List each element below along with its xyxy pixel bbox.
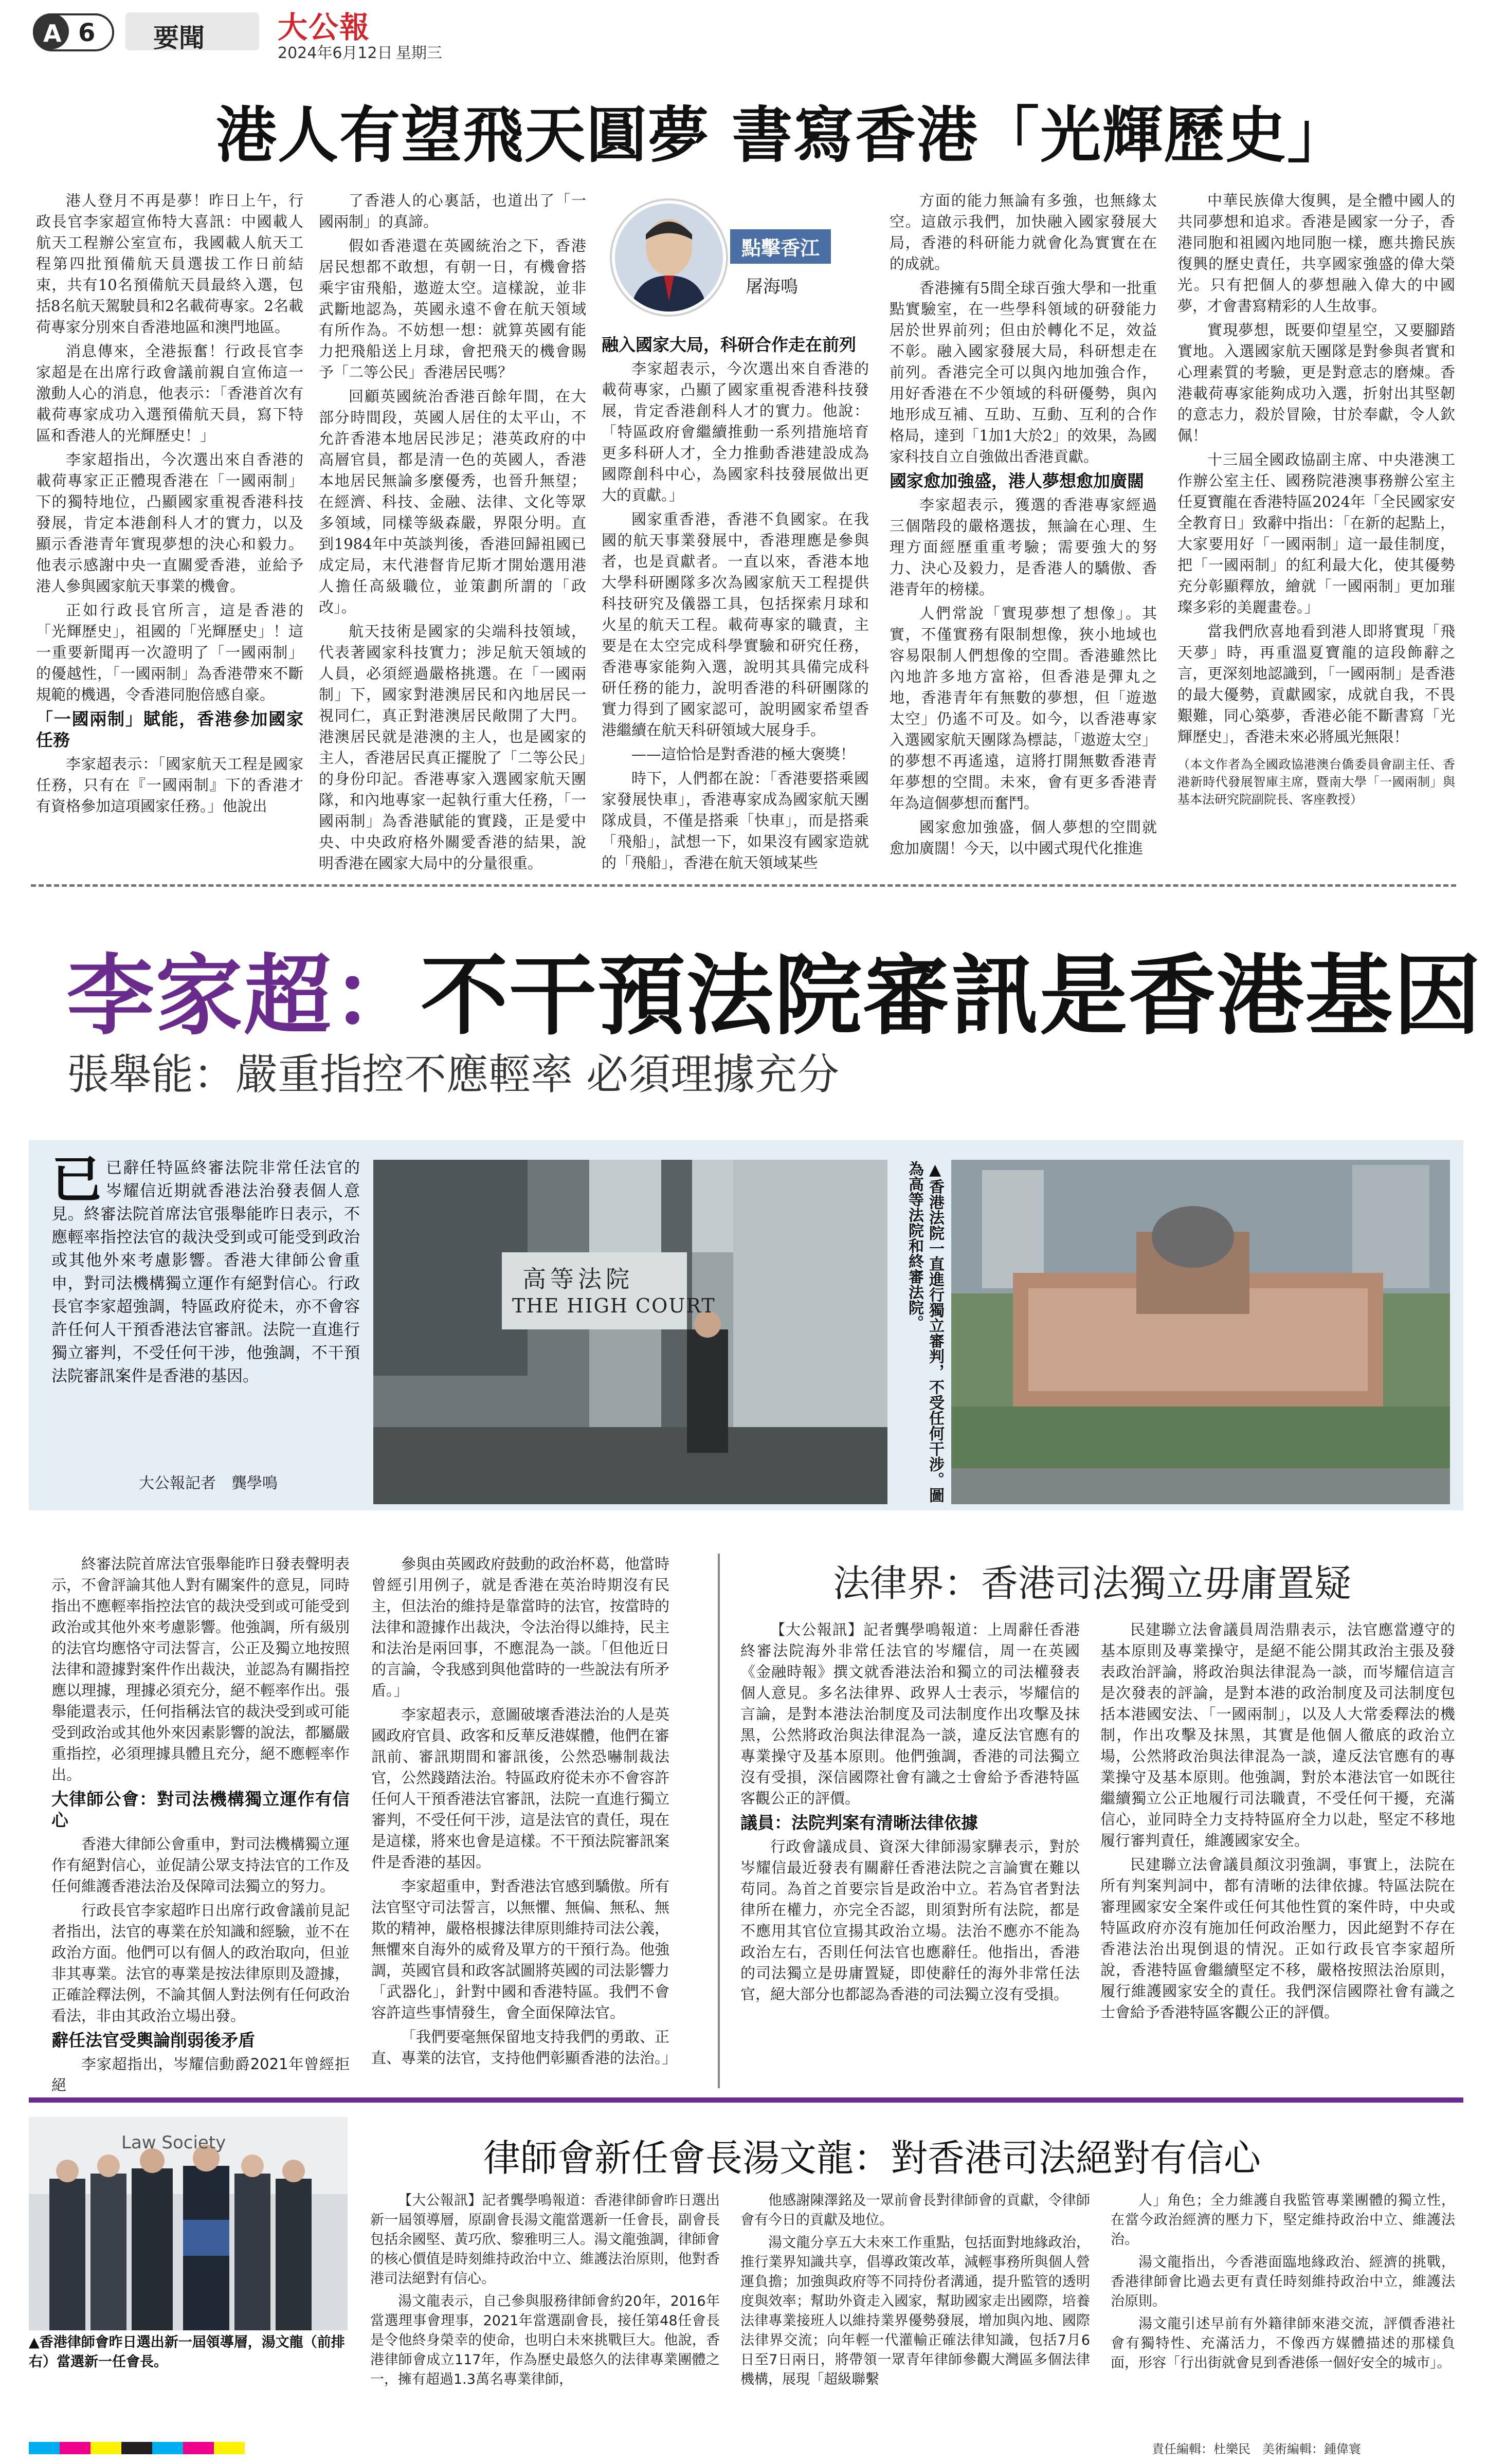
article2-column-2: [371, 1554, 677, 2072]
law-society-photo: [29, 2117, 348, 2330]
paragraph: 國家重香港，香港不負國家。在我國的航天事業發展中，香港理應是參與者，也是貢獻者。一直以來，香港本地大學科研團隊多次為國家航天工程提供科技研究及儀器工具，包括探索月球和火星的航天工程。載荷專家的職責，主要是在太空完成科學實驗和研究任務，香港專家能夠入選，說明其具備完成科研任務的能力，說明香港的科研團隊的實力得到了國家認可，說明國家希望香港繼續在航天科研領域大展身手。: [602, 510, 869, 739]
paragraph: 李家超表示，獲選的香港專家經過三個階段的嚴格選拔，無論在心理、生理方面經歷重重考驗；需要強大的努力、決心及毅力，是香港人的驕傲、香港青年的榜樣。: [890, 496, 1157, 598]
paragraph: 中華民族偉大復興，是全體中國人的共同夢想和追求。香港是國家一分子，香港同胞和祖國內地同胞一樣，應共擔民族復興的歷史責任，共享國家強盛的偉大榮光。只有把個人的夢想融入偉大的中國夢，才會書寫精彩的人生故事。: [1177, 192, 1455, 315]
swatch-magenta: [60, 2442, 90, 2454]
sidebar-column-1: [740, 1619, 1080, 2008]
article1-column-5: [1177, 190, 1455, 811]
issue-weekday: 星期三: [396, 44, 442, 62]
subheading: 議員：法院判案有清晰法律依據: [740, 1813, 978, 1833]
swatch-cyan: [29, 2442, 60, 2454]
paragraph: 李家超指出，今次選出來自香港的載荷專家正正體現香港在「一國兩制」下的獨特地位，凸顯國家重視香港科技發展，肯定本港創科人才的實力，以及顯示香港青年實現夢想的決心和毅力。他表示感謝中央一直關愛香港，並給予港人參與國家航天事業的機會。: [36, 451, 303, 595]
color-registration-bar: [29, 2442, 245, 2454]
page-letter: A: [43, 20, 62, 47]
paragraph: 行政長官李家超昨日出席行政會議前見記者指出，法官的專業在於知識和經驗，並不在政治方面。他們可以有個人的政治取向，但並非其專業。法官的專業是按法律原則及證據，正確詮釋法例，不論其個人對法例有任何政治看法，非由其政治立場出發。: [51, 1902, 350, 2024]
article1-column-4: [890, 190, 1157, 862]
columnist-badge: [612, 200, 879, 319]
paragraph: 民建聯立法會議員周浩鼎表示，法官應當遵守的基本原則及專業操守，是絕不能公開其政治主張及發表政治評論，將政治與法律混為一談，而岑耀信這言是次發表的評論，是對本港的政治制度及司法制度包括本港國安法、「一國兩制」，以及人大常委釋法的機制，作出攻擊及抹黑，其實是他個人徹底的政治立場，公然將政治與法律混為一談，違反法官應有的專業操守及基本原則。他強調，對於本港法官一如既往繼續獨立公正地履行司法職責，不受任何干擾，充滿信心，並同時全力支持特區府全力以赴，堅定不移地履行審判責任，維護國家安全。: [1100, 1621, 1455, 1849]
article1-column-2: [319, 190, 586, 877]
page-number-badge: [33, 13, 114, 51]
section-divider: [31, 884, 1456, 887]
paragraph: 終審法院首席法官張舉能昨日發表聲明表示，不會評論其他人對有關案件的意見，同時指出不應輕率指控法官的裁決受到或可能受到政治或其他外來考慮影響。他強調，所有級別的法官均應恪守司法誓言，公正及獨立地按照法律和證據對案件作出裁決，並認為有關指控應以理據，理據必須充分，絕不輕率作出。張舉能還表示，任何指稱法官的裁決受到或可能受到政治或其他外來因素影響的說法，都屬嚴重指控，必須理據具體且充分，絕不應輕率作出。: [51, 1555, 350, 1783]
footer: [0, 2426, 1487, 2464]
paragraph: 湯文龍引述早前有外籍律師來港交流，評價香港社會有獨特性、充滿活力，不像西方媒體描述的那樣負面，形容「行出街就會見到香港係一個好安全的城市」。: [1111, 2316, 1455, 2371]
paragraph: 消息傳來，全港振奮！行政長官李家超是在出席行政會議前親自宣佈這一激動人心的消息，他表示：「香港首次有載荷專家成功入選預備航天員，寫下特區和香港人的光輝歷史！」: [36, 342, 303, 444]
paragraph: ——這恰恰是對香港的極大褒獎！: [631, 745, 856, 763]
article2-headline: [67, 925, 1482, 1051]
court-sign-cn: 高等法院: [522, 1265, 633, 1293]
designer-label: 美術編輯: [1262, 2442, 1312, 2456]
court-sign-en: THE HIGH COURT: [512, 1294, 716, 1317]
paragraph: 民建聯立法會議員顏汶羽強調，事實上，法院在所有判案判詞中，都有清晰的法律依據。特區法院在審理國家安全案件或任何其他性質的案件時，中央或特區政府亦沒有施加任何政治壓力，因此絕對不存在香港法治出現倒退的情況。正如行政長官李家超所說，香港特區會繼續堅定不移，嚴格按照法治原則，履行維護國家安全的責任。我們深信國際社會有識之士會給予香港特區客觀公正的評價。: [1100, 1856, 1455, 2021]
paragraph: 航天技術是國家的尖端科技領域，代表著國家科技實力；涉足航天領域的人員，必須經過嚴格挑選。在「一國兩制」下，國家對港澳居民和內地居民一視同仁，真正對港澳居民敞開了大門。港澳居民就是港澳的主人，也是國家的主人，香港居民真正擺脫了「二等公民」的身份印記。香港專家入選國家航天團隊，和內地專家一起執行重大任務，「一國兩制」為香港賦能的實踐，正是愛中央、中央政府格外關愛香港的結果，說明香港在國家大局中的分量很重。: [319, 623, 586, 872]
paragraph: 湯文龍指出，今香港面臨地緣政治、經濟的挑戰，香港律師會比過去更有責任時刻維持政治中立，維護法治原則。: [1111, 2254, 1455, 2309]
paragraph: 參與由英國政府鼓動的政治杯葛，他當時曾經引用例子，就是香港在英治時期沒有民主，但法治的維持是靠當時的法官，按當時的法律和證據作出裁決，令法治得以維持，民主和法治是兩回事，不應混為一談。「但他近日的言論，令我感到與他當時的一些說法有所矛盾。」: [371, 1555, 670, 1699]
paragraph: 李家超表示，意圖破壞香港法治的人是英國政府官員、政客和反華反港媒體，他們在審訊前、審訊期間和審訊後，公然恐嚇制裁法官，公然踐踏法治。特區政府從未亦不會容許任何人干預香港法官審訊，法院一直進行獨立審判，不受任何干涉，這是法官的責任，現在是這樣，將來也會是這樣。不干預法院審訊案件是香港的基因。: [371, 1706, 670, 1871]
paragraph: 回顧英國統治香港百餘年間，在大部分時間段，英國人居住的太平山，不允許香港本地居民涉足；港英政府的中高層官員，都是清一色的英國人，香港本地居民無論多麼優秀，也晉升無望；在經濟、科技、金融、法律、文化等眾多領域，同樣等級森嚴，界限分明。直到1984年中英談判後，香港回歸祖國已成定局，末代港督肯尼斯才開始選用港人擔任高級職位，並策劃所謂的「政改」。: [319, 388, 586, 616]
paragraph: 人們常說「實現夢想了想像」。其實，不僅實務有限制想像，狹小地域也容易限制人們想像的空間。香港雖然比內地許多地方富裕，但香港是彈丸之地，香港青年有無數的夢想，但「遊遨太空」仍遙不可及。如今，以香港專家入選國家航天團隊為標誌，「遨遊太空」的夢想不再遙遠，這將打開無數香港青年夢想的空間。未來，會有更多香港青年為這個夢想而奮鬥。: [890, 605, 1157, 812]
subheading: 國家愈加強盛，港人夢想愈加廣闊: [890, 471, 1144, 491]
swatch-black: [121, 2442, 152, 2454]
credits: 責任編輯：杜樂民 美術編輯：鍾偉寰: [1152, 2442, 1361, 2456]
author-name: 屠海鳴: [746, 277, 798, 297]
paragraph: 李家超指出，岑耀信動爵2021年曾經拒絕: [51, 2055, 350, 2094]
swatch-yellow: [214, 2442, 245, 2454]
subheading: 融入國家大局，科研合作走在前列: [602, 335, 856, 355]
paragraph: 港人登月不再是夢！昨日上午，行政長官李家超宣佈特大喜訊：中國載人航天工程辦公室宣布，我國載人航天工程第四批預備航天員選拔工作日前結束，共有10名預備航天員最終入選，包括8名航天駕駛員和2名載荷專家。2名載荷專家分別來自香港地區和澳門地區。: [36, 192, 303, 336]
paragraph: 李家超表示：「國家航天工程是國家任務，只有在『一國兩制』下的香港才有資格參加這項國家任務。」他說出: [36, 755, 303, 815]
author-bio: （本文作者為全國政協港澳台僑委員會副主任、香港新時代發展智庫主席，暨南大學「一國兩制」與基本法研究院副院長、客座教授）: [1177, 757, 1455, 807]
article1-headline: 港人有望飛天圓夢 書寫香港「光輝歷史」: [216, 100, 1349, 171]
drop-cap: 已: [51, 1151, 102, 1209]
article3-column-3: [1111, 2191, 1455, 2376]
paragraph: 湯文龍分享五大未來工作重點，包括面對地緣政治，推行業界知識共享，倡導政策改革，減輕事務所與個人營運負擔；加強與政府等不同持份者溝通，提升監管的透明度與效率；幫助外資走入國家，幫助國家走出國際，培養法律專業接班人以維持業界優勢發展，增加與內地、國際法律界交流；向年輕一代灌輸正確法律知識，包括7月6日至7日兩日，將帶領一眾青年律師參觀大灣區多個法律機構，展現「超級聯繫: [740, 2235, 1090, 2387]
section-tab: [125, 12, 259, 53]
headline-name: 李家超：: [67, 945, 421, 1047]
law-society-photo-caption: ▲香港律師會昨日選出新一屆領導層，湯文龍（前排右）當選新一任會長。: [29, 2334, 345, 2370]
paragraph: 【大公報訊】記者龔學鳴報道：上周辭任香港終審法院海外非常任法官的岑耀信，周一在英國《金融時報》撰文就香港法治和獨立的司法權發表個人意見。多名法律界、政界人士表示，岑耀信的言論，是對本港法治制度及司法制度作出攻擊及抹黑，公然將政治與法律混為一談，違反法官應有的專業操守及基本原則。他們強調，香港的司法獨立沒有受損，深信國際社會有識之士會給予香港特區客觀公正的評價。: [740, 1621, 1080, 1807]
backdrop-text: Law Society: [121, 2132, 226, 2153]
swatch-cyan: [152, 2442, 183, 2454]
swatch-magenta: [183, 2442, 214, 2454]
masthead-logo: 大公報: [278, 10, 371, 45]
issue-date: 2024年6月12日: [278, 44, 393, 62]
paragraph: 他感謝陳澤銘及一眾前會長對律師會的貢獻，令律師會有今日的貢獻及地位。: [740, 2193, 1090, 2228]
high-court-photo: [373, 1160, 887, 1504]
subheading: 辭任法官受輿論削弱後矛盾: [51, 2030, 255, 2050]
paragraph: 行政會議成員、資深大律師湯家驊表示，對於岑耀信最近發表有關辭任香港法院之言論實在難以苟同。為首之首要宗旨是政治中立。若為官者對法律所在權力，亦完全否認，則須對所有法院，都是不應用其官位宣揚其政治立場。法治不應亦不能為政治左右，否則任何法官也應辭任。他指出，香港的司法獨立是毋庸置疑，即使辭任的海外非常任法官，絕大部分也都認為香港的司法獨立沒有受損。: [740, 1838, 1080, 2003]
article3-column-1: [370, 2191, 720, 2393]
paragraph: 湯文龍表示，自己參與服務律師會約20年，2016年當選理事會理事，2021年當選副會長，接任第48任會長是令他終身榮幸的使命，也明白未來挑戰巨大。他說，香港律師會成立117年，作為歷史最悠久的法律專業團體之一，擁有超過1.3萬名專業律師，: [370, 2293, 720, 2387]
section-label: 要聞: [153, 23, 205, 53]
paragraph: 實現夢想，既要仰望星空，又要腳踏實地。入選國家航天團隊是對參與者實和心理素質的考驗，更是對意志的磨煉。香港載荷專家能夠成功入選，折射出其堅韌的意志力，殺於冒險，甘於奉獻，令人欽佩！: [1177, 321, 1455, 444]
article2-subheadline: 張舉能：嚴重指控不應輕率 必須理據充分: [67, 1050, 840, 1099]
column-rule: [718, 1554, 720, 2088]
page-header: [0, 0, 1487, 62]
paragraph: 李家超表示，今次選出來自香港的載荷專家，凸顯了國家重視香港科技發展，肯定香港創科人才的實力。他說：「特區政府會繼續推動一系列措施培育更多科研人才，全力推動香港建設成為國際創科中心，為國家科技發展做出更大的貢獻。」: [602, 360, 869, 504]
headline-text: 不干預法院審訊是香港基因: [421, 945, 1482, 1047]
article2-column-1: [51, 1554, 350, 2099]
paragraph: 香港大律師公會重申，對司法機構獨立運作有絕對信心，並促請公眾支持法官的工作及任何維護香港法治及保障司法獨立的努力。: [51, 1835, 350, 1895]
sidebar-headline: 法律界：香港司法獨立毋庸置疑: [833, 1562, 1352, 1605]
court-final-appeal-photo: [951, 1160, 1450, 1504]
portrait-icon: [615, 204, 723, 312]
article3-column-2: [740, 2191, 1090, 2393]
editor-label: 責任編輯: [1152, 2442, 1201, 2456]
paragraph: 當我們欣喜地看到港人即將實現「飛天夢」時，再重溫夏寶龍的這段飾辭之言，更深刻地認識到，「一國兩制」是香港的最大優勢，貢獻國家，成就自我，不畏艱難，同心築夢，香港必能不斷書寫「光輝歷史」，香港未來必將風光無限！: [1177, 623, 1455, 745]
subheading: 大律師公會：對司法機構獨立運作有信心: [51, 1789, 350, 1830]
article1-column-3: [602, 334, 869, 877]
sidebar-column-2: [1100, 1619, 1455, 2026]
article3-headline: 律師會新任會長湯文龍：對香港司法絕對有信心: [483, 2137, 1261, 2180]
author-portrait: [612, 200, 726, 315]
paragraph: 假如香港還在英國統治之下，香港居民想都不敢想，有朝一日，有機會搭乘宇宙飛船，遨遊太空。這樣說，並非武斷地認為，英國永遠不會在航天領域有所作為。不妨想一想：就算英國有能力把飛船送上月球，會把飛天的機會賜予「二等公民」香港居民嗎？: [319, 237, 586, 381]
paragraph: 十三屆全國政協副主席、中央港澳工作辦公室主任、國務院港澳事務辦公室主任夏寶龍在香港特區2024年「全民國家安全教育日」致辭中指出：「在新的起點上，大家要用好「一國兩制」這一最佳制度，把「一國兩制」的紅利最大化，使其優勢充分彰顯釋放，繪就「一國兩制」更加璀璨多彩的美麗畫卷。」: [1177, 451, 1455, 616]
article1-column-1: [36, 190, 303, 820]
paragraph: 了香港人的心裏話，也道出了「一國兩制」的真諦。: [319, 192, 586, 230]
paragraph: 【大公報訊】記者龔學鳴報道：香港律師會昨日選出新一屆領導層，原副會長湯文龍當選新一任會長，副會長包括余國堅、黃巧欣、黎雅明三人。湯文龍強調，律師會的核心價值是時刻維持政治中立、維護法治原則，他對香港司法絕對有信心。: [370, 2193, 720, 2287]
paragraph: 正如行政長官所言，這是香港的「光輝歷史」，祖國的「光輝歷史」！這一重要新聞再一次證明了「一國兩制」的優越性，「一國兩制」為香港帶來不斷規範的機遇，令香港同胞倍感自豪。: [36, 601, 303, 703]
page-number: 6: [78, 19, 96, 47]
subheading: 「一國兩制」賦能，香港參加國家任務: [36, 709, 303, 750]
designer-name: 鍾偉寰: [1323, 2442, 1361, 2456]
paragraph: 方面的能力無論有多強，也無緣太空。這啟示我們，加快融入國家發展大局，香港的科研能力就會化為實實在在的成就。: [890, 192, 1157, 272]
paragraph: 國家愈加強盛，個人夢想的空間就愈加廣闊！今天，以中國式現代化推進: [890, 818, 1157, 857]
paragraph: 李家超重申，對香港法官感到驕傲。所有法官堅守司法誓言，以無懼、無偏、無私、無欺的精神，嚴格根據法律原則維持司法公義，無懼來自海外的威脅及單方的干預行為。他強調，英國官員和政客試圖將英國的司法影響力「武器化」，針對中國和香港特區。我們不會容許這些事情發生，會全面保障法官。: [371, 1877, 670, 2021]
reporter-byline: 大公報記者 龔學鳴: [139, 1474, 278, 1492]
photo-caption: ▲香港法院一直進行獨立審判，不受任何干涉。圖為高等法院和終審法院。: [905, 1161, 944, 1503]
lead-paragraph: 已辭任特區終審法院非常任法官的岑耀信近期就香港法治發表個人意見。終審法院首席法官張舉能昨日表示，不應輕率指控法官的裁決受到或可能受到政治或其他外來考慮影響。香港大律師公會重申，對司法機構獨立運作有絕對信心。行政長官李家超強調，特區政府從未，亦不會容許任何人干預香港法官審訊。法院一直進行獨立審判，不受任何干涉，他強調，不干預法院審訊案件是香港的基因。: [51, 1159, 360, 1385]
lead-text: [51, 1151, 360, 1388]
editor-name: 杜樂民: [1213, 2442, 1250, 2456]
paragraph: 香港擁有5間全球百強大學和一批重點實驗室，在一些學科領域的研發能力居於世界前列；但由於轉化不足，效益不彰。融入國家發展大局，科研想走在前列。香港完全可以與內地加強合作，用好香港在不少領域的科研優勢，與內地形成互補、互助、互動、互利的合作格局，達到「1加1大於2」的效果，為國家科技自立自強做出香港貢獻。: [890, 279, 1157, 465]
paragraph: 「我們要毫無保留地支持我們的勇敢、正直、專業的法官，支持他們彰顯香港的法治。」: [371, 2028, 677, 2067]
paragraph: 時下，人們都在說：「香港要搭乘國家發展快車」，香港專家成為國家航天團隊成員，不僅是搭乘「快車」，而是搭乘「飛船」，試想一下，如果沒有國家造就的「飛船」，香港在航天領域某些: [602, 770, 869, 871]
purple-divider: [29, 2097, 1463, 2103]
paragraph: 人」角色；全力維護自我監管專業團體的獨立性，在當今政治經濟的壓力下，堅定維持政治中立、維護法治。: [1111, 2193, 1455, 2248]
column-name-tag: 點擊香江: [730, 229, 831, 264]
swatch-yellow: [90, 2442, 121, 2454]
